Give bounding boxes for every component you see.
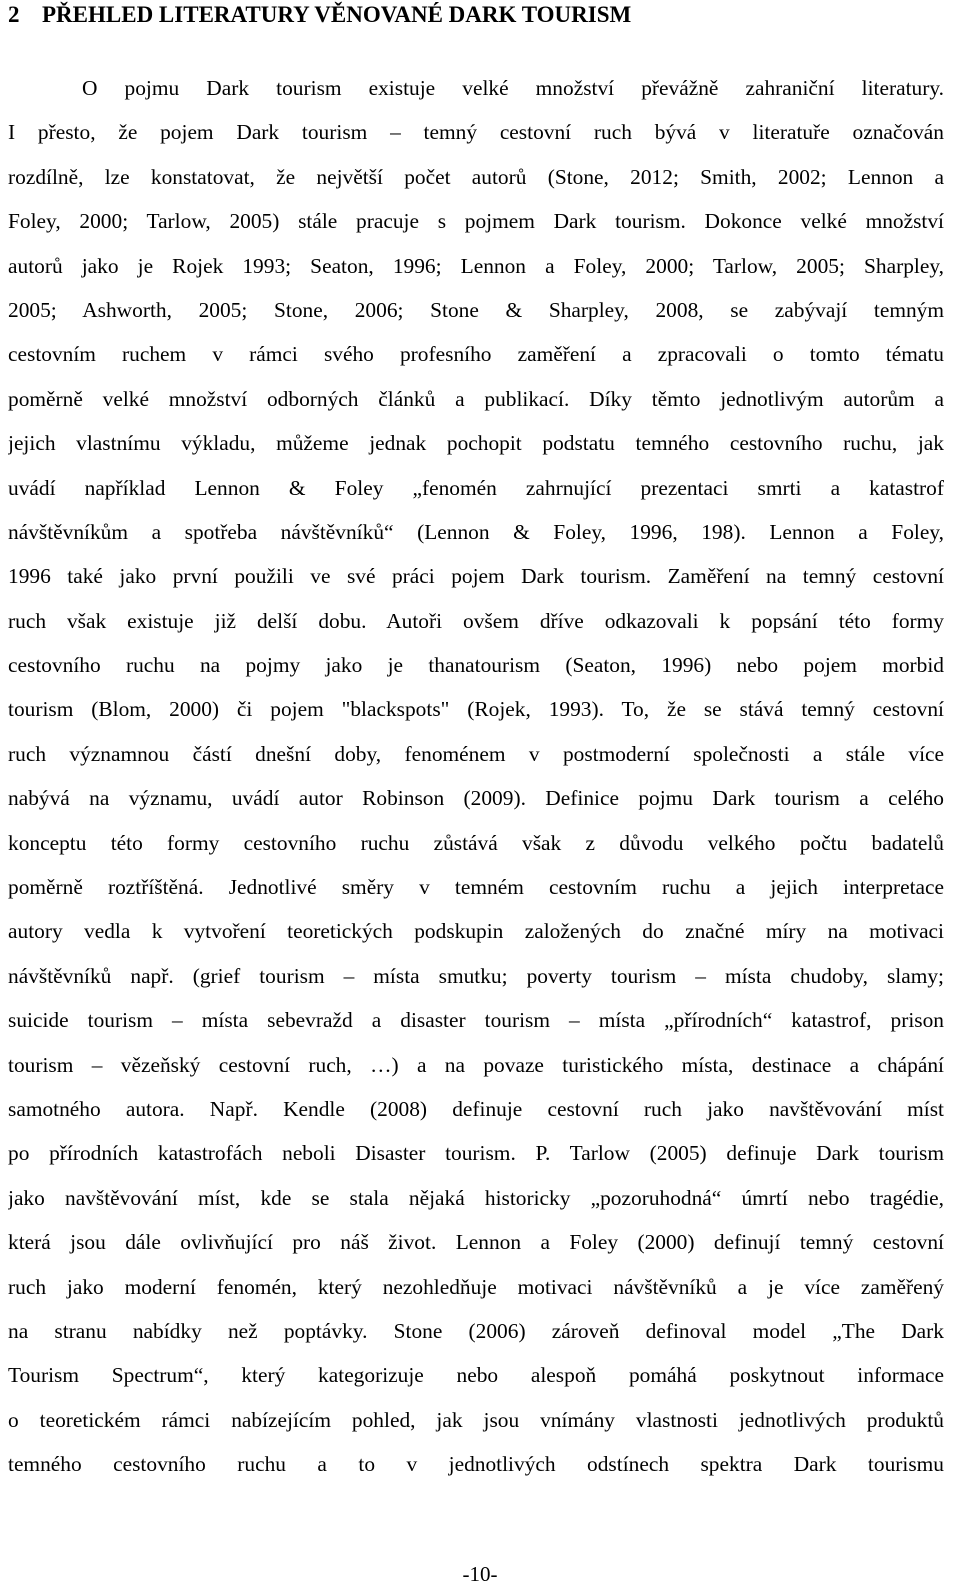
text-line: cestovním ruchem v rámci svého profesního zaměření a zpracovali o tomto tématu: [8, 342, 944, 367]
text-line: autory vedla k vytvoření teoretických podskupin založených do značné míry na motivaci: [8, 919, 944, 944]
text-line: samotného autora. Např. Kendle (2008) definuje cestovní ruch jako navštěvování míst: [8, 1096, 944, 1121]
text-line: ruch jako moderní fenomén, který nezohledňuje motivaci návštěvníků a je více zaměřený: [8, 1274, 944, 1299]
text-line: návštěvníkům a spotřeba návštěvníků“ (Lennon & Foley, 1996, 198). Lennon a Foley,: [8, 519, 944, 544]
text-line: návštěvníků např. (grief tourism – místa smutku; poverty tourism – místa chudoby, slamy;: [8, 963, 944, 988]
section-title: PŘEHLED LITERATURY VĚNOVANÉ DARK TOURISM: [42, 2, 632, 27]
text-line: jejich vlastnímu výkladu, můžeme jednak pochopit podstatu temného cestovního ruchu, jak: [8, 431, 944, 456]
text-line: která jsou dále ovlivňující pro náš život. Lennon a Foley (2000) definují temný cestovní: [8, 1230, 944, 1255]
text-line: Foley, 2000; Tarlow, 2005) stále pracuje s pojmem Dark tourism. Dokonce velké množství: [8, 209, 944, 234]
text-line: 1996 také jako první použili ve své práci pojem Dark tourism. Zaměření na temný cestovní: [8, 564, 944, 589]
text-line: Tourism Spectrum“, který kategorizuje nebo alespoň pomáhá poskytnout informace: [8, 1363, 944, 1388]
text-line: konceptu této formy cestovního ruchu zůstává však z důvodu velkého počtu badatelů: [8, 830, 944, 855]
section-heading: [8, 0, 631, 30]
text-line: temného cestovního ruchu a to v jednotlivých odstínech spektra Dark tourismu: [8, 1452, 944, 1477]
text-line: nabývá na významu, uvádí autor Robinson (2009). Definice pojmu Dark tourism a celého: [8, 786, 944, 811]
text-line: po přírodních katastrofách neboli Disaster tourism. P. Tarlow (2005) definuje Dark tourism: [8, 1141, 944, 1166]
text-line: o teoretickém rámci nabízejícím pohled, jak jsou vnímány vlastnosti jednotlivých produktů: [8, 1407, 944, 1432]
text-line: tourism – vězeňský cestovní ruch, …) a na povaze turistického místa, destinace a chápání: [8, 1052, 944, 1077]
text-line: cestovního ruchu na pojmy jako je thanatourism (Seaton, 1996) nebo pojem morbid: [8, 653, 944, 678]
text-line: poměrně roztříštěná. Jednotlivé směry v temném cestovním ruchu a jejich interpretace: [8, 875, 944, 900]
body-paragraph: [8, 66, 944, 1487]
page-number: -10-: [462, 1562, 498, 1586]
section-number: 2: [8, 2, 20, 27]
text-line: ruch významnou částí dnešní doby, fenoménem v postmoderní společnosti a stále více: [8, 741, 944, 766]
text-line: poměrně velké množství odborných článků a publikací. Díky těmto jednotlivým autorům a: [8, 386, 944, 411]
text-line: I přesto, že pojem Dark tourism – temný cestovní ruch bývá v literatuře označován: [8, 120, 944, 145]
text-line: tourism (Blom, 2000) či pojem "blackspots" (Rojek, 1993). To, že se stává temný cestovní: [8, 697, 944, 722]
text-line: jako navštěvování míst, kde se stala nějaká historicky „pozoruhodná“ úmrtí nebo tragédie,: [8, 1185, 944, 1210]
text-line: uvádí například Lennon & Foley „fenomén zahrnující prezentaci smrti a katastrof: [8, 475, 944, 500]
text-line: suicide tourism – místa sebevražd a disaster tourism – místa „přírodních“ katastrof, prison: [8, 1008, 944, 1033]
text-line: ruch však existuje již delší dobu. Autoři ovšem dříve odkazovali k popsání této formy: [8, 608, 944, 633]
text-line: O pojmu Dark tourism existuje velké množství převážně zahraniční literatury.: [82, 76, 944, 100]
text-line: autorů jako je Rojek 1993; Seaton, 1996; Lennon a Foley, 2000; Tarlow, 2005; Sharpley,: [8, 253, 944, 278]
text-line: na stranu nabídky než poptávky. Stone (2006) zároveň definoval model „The Dark: [8, 1318, 944, 1343]
text-line: 2005; Ashworth, 2005; Stone, 2006; Stone & Sharpley, 2008, se zabývají temným: [8, 297, 944, 322]
text-line: rozdílně, lze konstatovat, že největší počet autorů (Stone, 2012; Smith, 2002; Lennon a: [8, 164, 944, 189]
